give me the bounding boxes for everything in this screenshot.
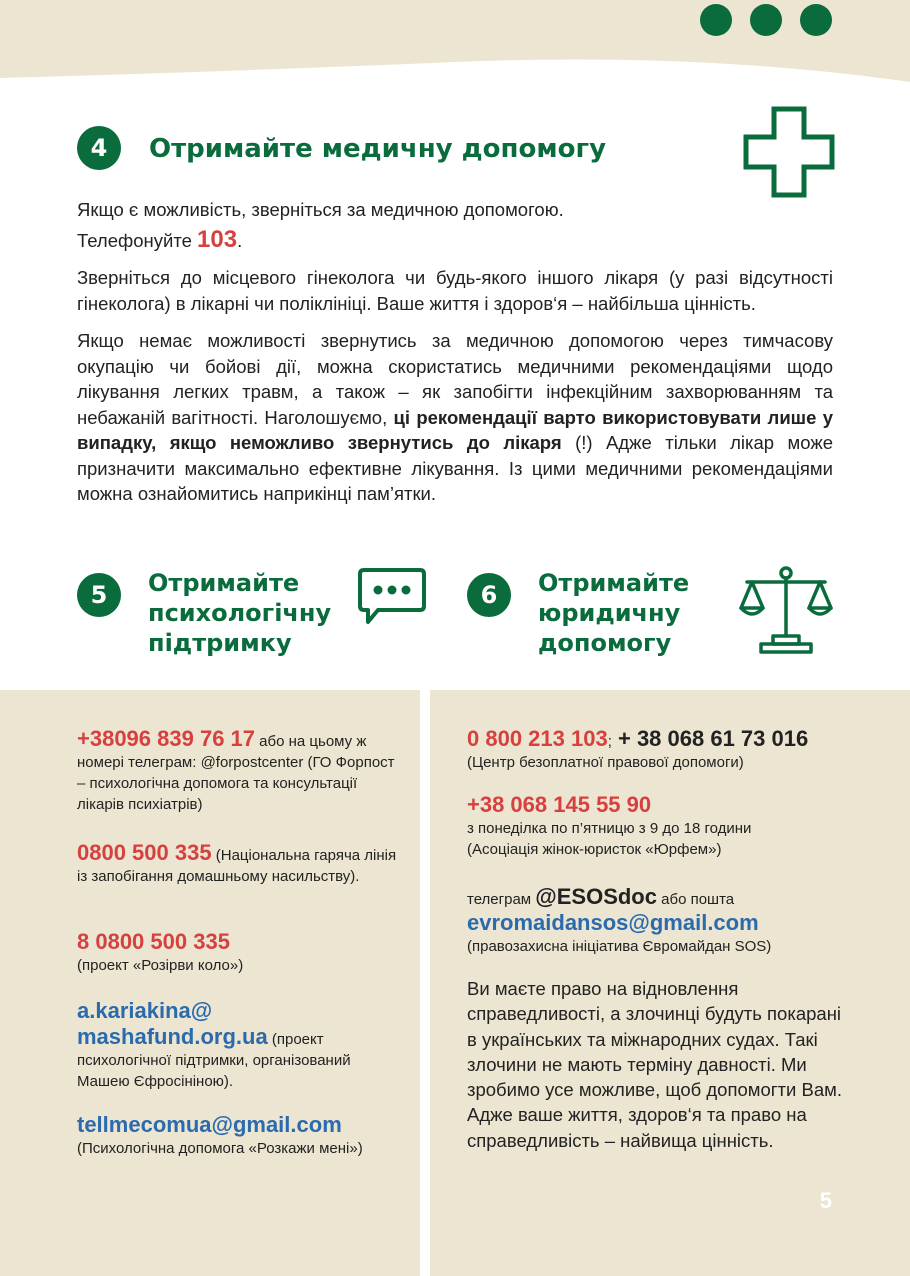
paragraph-text: Якщо немає можливості звернутись за медичною допомогою через тимчасову окупацію чи бойові дії, можна скористатись медичними рекомендаціями щодо лікування легких травм, а також – як запобігти інфекційним захворюванням та небажаній вагітності. Наголошуємо, [77, 330, 833, 428]
contact-hours: з понеділка по п’ятницю з 9 до 18 години [467, 820, 752, 837]
page-number: 5 [819, 1188, 832, 1213]
heading-line: Отримайте [148, 569, 300, 597]
section-number-badge: 6 [467, 573, 511, 617]
contact-entry [467, 884, 867, 957]
contact-description: (проект психологічної підтримки, організований Машею Єфросініною). [77, 1031, 351, 1090]
contact-label: телеграм [467, 891, 536, 908]
decorative-dots [700, 4, 832, 36]
contact-description: або на цьому ж номері телеграм: @forpostcenter (ГО Форпост – психологічна допомога та консультації лікарів психіатрів) [77, 733, 395, 813]
phone-suffix: . [237, 229, 243, 251]
separator: ; [607, 733, 612, 750]
contact-description: (правозахисна ініціатива Євромайдан SOS) [467, 938, 772, 955]
contact-label: або пошта [656, 891, 735, 908]
heading-line: підтримку [148, 629, 292, 657]
dot [700, 4, 732, 36]
intro-line: Якщо є можливість, зверніться за медичною допомогою. [77, 199, 564, 220]
contact-email[interactable]: a.kariakina@ [77, 998, 213, 1023]
chat-bubble-icon [356, 566, 428, 628]
contact-phone[interactable]: +38096 839 76 17 [77, 726, 256, 751]
medical-cross-icon [743, 106, 835, 198]
contact-entry [77, 929, 397, 976]
dot [800, 4, 832, 36]
paragraph-emphasis: ці рекомендації варто використовувати лише у випадку, якщо неможливо звернутись до лікаря [77, 406, 833, 453]
phone-line [77, 227, 833, 254]
contact-entry [77, 998, 397, 1092]
paragraph [77, 328, 833, 507]
contact-entry [467, 726, 867, 773]
emergency-phone: 103 [197, 225, 238, 253]
heading-line: психологічну [148, 599, 332, 627]
contact-entry [77, 726, 397, 815]
telegram-handle[interactable]: @ESOSdoc [535, 884, 657, 909]
contact-entry [467, 792, 867, 860]
contact-description: (Національна гаряча лінія із запобігання домашньому насильству). [77, 847, 397, 885]
contact-phone[interactable]: 8 0800 500 335 [77, 929, 230, 954]
heading-line: допомогу [538, 629, 672, 657]
contact-phone[interactable]: + 38 068 61 73 016 [611, 726, 809, 751]
scales-icon [737, 564, 835, 656]
heading-line: юридичну [538, 599, 681, 627]
contact-phone[interactable]: 0 800 213 103 [467, 726, 608, 751]
section-4-body [77, 197, 833, 517]
paragraph-text: (!) Адже тільки лікар може призначити максимально ефективне лікування. Із цими медичними рекомендаціями можна ознайомитись наприкінці пам’ятки. [77, 432, 833, 504]
contact-phone[interactable]: +38 068 145 55 90 [467, 792, 652, 817]
section-number-badge: 5 [77, 573, 121, 617]
contact-description: (Центр безоплатної правової допомоги) [467, 754, 744, 771]
section-heading: Отримайте медичну допомогу [149, 134, 607, 164]
dot [750, 4, 782, 36]
paragraph: Зверніться до місцевого гінеколога чи будь-якого іншого лікаря (у разі відсутності гінеколога) в лікарні чи поліклініці. Ваше життя і здоров‘я – найбільша цінність. [77, 267, 833, 314]
section-heading [538, 568, 689, 658]
contact-entry [77, 840, 397, 887]
contact-phone[interactable]: 0800 500 335 [77, 840, 212, 865]
heading-line: Отримайте [538, 569, 690, 597]
contact-email[interactable]: tellmecomua@gmail.com [77, 1112, 342, 1137]
contact-email[interactable]: evromaidansos@gmail.com [467, 910, 759, 935]
section-heading [148, 568, 331, 658]
closing-statement: Ви маєте право на відновлення справедливості, а злочинці будуть покарані в українських та міжнародних судах. Такі злочини не мають терміну давності. Ми зробимо усе можливе, щоб допомогти Вам. Адже ваше життя, здоров‘я та право на справедливість – найвища цінність. [467, 978, 842, 1151]
contact-description: (проект «Розірви коло») [77, 957, 244, 974]
phone-prefix: Телефонуйте [77, 229, 198, 251]
section-number-badge: 4 [77, 126, 121, 170]
contact-entry [77, 1112, 407, 1159]
contact-email[interactable]: mashafund.org.ua [77, 1024, 268, 1049]
contact-description: (Асоціація жінок-юристок «Юрфем») [467, 841, 722, 858]
contact-description: (Психологічна допомога «Розкажи мені») [77, 1140, 363, 1157]
